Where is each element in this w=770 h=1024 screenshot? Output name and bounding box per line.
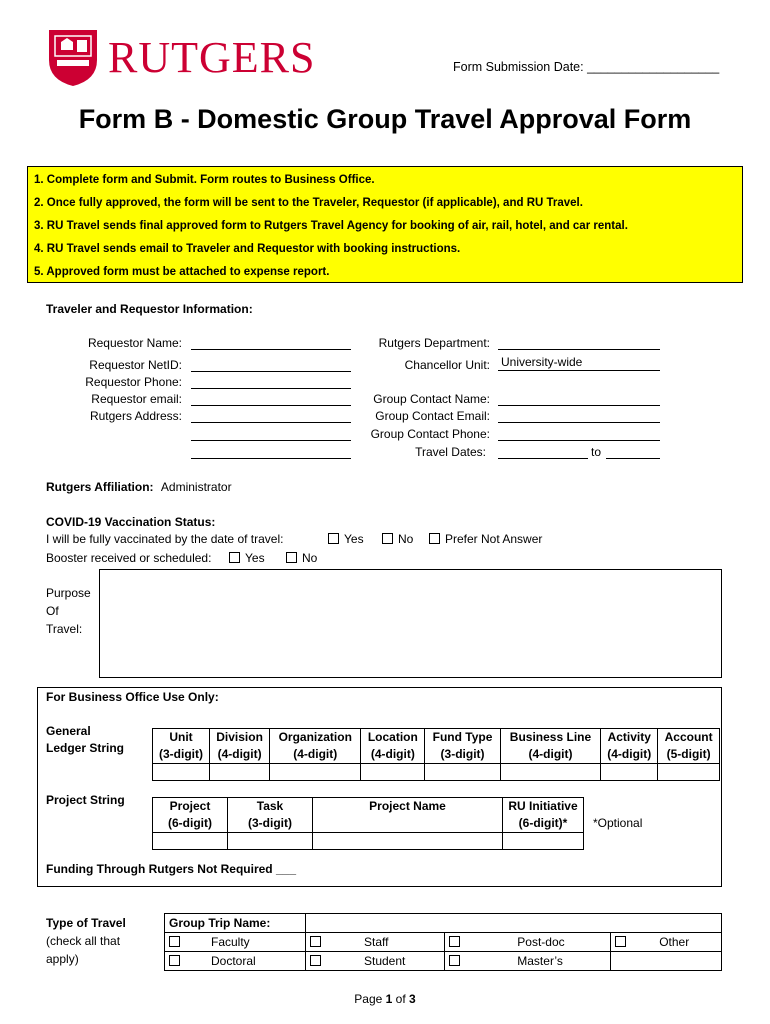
chancellor-unit-field[interactable]: University-wide — [498, 355, 660, 371]
gl-label-line: General — [46, 724, 91, 738]
group-contact-email-field[interactable] — [498, 409, 660, 423]
gl-input-division[interactable] — [210, 764, 270, 781]
checkbox-icon[interactable] — [310, 955, 321, 966]
chancellor-unit-label: Chancellor Unit: — [404, 358, 490, 372]
requestor-email-label: Requestor email: — [91, 392, 182, 406]
purpose-label — [46, 584, 91, 638]
page-prefix: Page — [354, 992, 386, 1006]
purpose-label-line: Of — [46, 604, 59, 618]
gl-label — [46, 723, 124, 757]
travel-date-start-field[interactable] — [498, 445, 588, 459]
checkbox-icon[interactable] — [615, 936, 626, 947]
rutgers-address-field-2[interactable] — [191, 427, 351, 441]
checkbox-icon[interactable] — [449, 936, 460, 947]
instruction-1: 1. Complete form and Submit. Form routes to Business Office. — [34, 174, 375, 186]
covid-q1-no[interactable] — [382, 532, 413, 546]
gl-string-table — [152, 728, 720, 781]
requestor-name-field[interactable] — [191, 336, 351, 350]
requestor-email-field[interactable] — [191, 392, 351, 406]
travel-type-table — [164, 913, 722, 971]
proj-col-task: Task (3-digit) — [228, 798, 313, 833]
page-of: of — [392, 992, 410, 1006]
business-office-label: For Business Office Use Only: — [46, 690, 219, 704]
instruction-4: 4. RU Travel sends email to Traveler and Requestor with booking instructions. — [34, 243, 461, 255]
checkbox-icon[interactable] — [429, 533, 440, 544]
travel-type-label-line: apply) — [46, 952, 79, 966]
instruction-2: 2. Once fully approved, the form will be sent to the Traveler, Requestor (if applicable), and RU Travel. — [34, 197, 583, 209]
option-label: Other — [659, 935, 690, 949]
project-string-table — [152, 797, 584, 850]
checkbox-icon[interactable] — [382, 533, 393, 544]
requestor-phone-label: Requestor Phone: — [85, 375, 182, 389]
requestor-phone-field[interactable] — [191, 375, 351, 389]
travel-type-row-1 — [165, 933, 722, 952]
rutgers-department-field[interactable] — [498, 336, 660, 350]
affiliation-row — [46, 480, 232, 494]
covid-q2-yes[interactable] — [229, 551, 265, 565]
gl-col-fund-type: Fund Type (3-digit) — [425, 729, 500, 764]
rutgers-department-label: Rutgers Department: — [378, 336, 490, 350]
group-contact-name-field[interactable] — [498, 392, 660, 406]
gl-label-line: Ledger String — [46, 741, 125, 755]
gl-col-account: Account (5-digit) — [658, 729, 720, 764]
gl-header-row — [153, 729, 720, 764]
purpose-label-line: Purpose — [46, 586, 91, 600]
project-input-row[interactable] — [153, 833, 584, 850]
business-office-box — [37, 687, 722, 887]
group-contact-phone-label: Group Contact Phone: — [370, 427, 490, 441]
requestor-netid-label: Requestor NetID: — [89, 358, 182, 372]
rutgers-shield-icon — [47, 28, 99, 88]
option-label: Yes — [344, 532, 364, 546]
page-number — [0, 992, 770, 1006]
form-title: Form B - Domestic Group Travel Approval Form — [78, 104, 692, 134]
group-trip-label: Group Trip Name: — [165, 914, 306, 933]
proj-input-name[interactable] — [313, 833, 503, 850]
group-trip-row — [165, 914, 722, 933]
gl-input-organization[interactable] — [270, 764, 361, 781]
gl-col-division: Division (4-digit) — [210, 729, 270, 764]
submission-date-label[interactable]: Form Submission Date: ___________________ — [453, 60, 720, 74]
checkbox-icon[interactable] — [286, 552, 297, 563]
rutgers-address-label: Rutgers Address: — [89, 409, 182, 423]
rutgers-address-field-3[interactable] — [191, 445, 351, 459]
project-string-label: Project String — [46, 793, 125, 807]
option-label: Staff — [364, 935, 389, 949]
option-post-doc[interactable] — [445, 933, 611, 952]
travel-date-end-field[interactable] — [606, 445, 660, 459]
project-header-row — [153, 798, 584, 833]
gl-input-row[interactable] — [153, 764, 720, 781]
covid-q2-label: Booster received or scheduled: — [46, 551, 212, 565]
proj-col-ru-initiative: RU Initiative (6-digit)* — [503, 798, 584, 833]
gl-input-account[interactable] — [658, 764, 720, 781]
option-label: Post-doc — [517, 935, 565, 949]
purpose-label-line: Travel: — [46, 622, 83, 636]
group-contact-phone-field[interactable] — [498, 427, 660, 441]
group-trip-name-field[interactable] — [306, 914, 722, 933]
option-label: No — [398, 532, 414, 546]
option-label: Faculty — [211, 935, 250, 949]
empty-cell — [611, 952, 722, 971]
covid-q1-label: I will be fully vaccinated by the date of travel: — [46, 532, 284, 546]
option-label: Doctoral — [211, 954, 256, 968]
covid-q1-yes[interactable] — [328, 532, 364, 546]
rutgers-logo-text: RUTGERS — [108, 33, 316, 82]
proj-input-project[interactable] — [153, 833, 228, 850]
gl-col-business-line: Business Line (4-digit) — [500, 729, 601, 764]
proj-input-task[interactable] — [228, 833, 313, 850]
travel-type-label-line: (check all that — [46, 934, 121, 948]
gl-input-activity[interactable] — [601, 764, 658, 781]
gl-input-location[interactable] — [361, 764, 425, 781]
travel-type-row-2 — [165, 952, 722, 971]
affiliation-label: Rutgers Affiliation: — [46, 480, 154, 494]
purpose-textarea[interactable] — [99, 569, 722, 678]
gl-col-location: Location (4-digit) — [361, 729, 425, 764]
gl-col-unit: Unit (3-digit) — [153, 729, 210, 764]
checkbox-icon[interactable] — [310, 936, 321, 947]
option-label: Prefer Not Answer — [445, 532, 543, 546]
gl-input-fund-type[interactable] — [425, 764, 500, 781]
gl-col-organization: Organization (4-digit) — [270, 729, 361, 764]
option-doctoral[interactable] — [165, 952, 306, 971]
travel-dates-to: to — [591, 445, 602, 459]
proj-col-project: Project (6-digit) — [153, 798, 228, 833]
travel-type-label-line: Type of Travel — [46, 916, 126, 930]
optional-note: *Optional — [593, 816, 643, 830]
checkbox-icon[interactable] — [328, 533, 339, 544]
page-current: 1 — [385, 992, 393, 1006]
option-masters[interactable] — [445, 952, 611, 971]
proj-col-name: Project Name — [313, 798, 503, 833]
option-student[interactable] — [306, 952, 445, 971]
funding-label[interactable]: Funding Through Rutgers Not Required ___ — [46, 862, 296, 876]
affiliation-value[interactable]: Administrator — [160, 480, 232, 494]
option-other[interactable] — [611, 933, 722, 952]
option-label: Student — [364, 954, 406, 968]
checkbox-icon[interactable] — [449, 955, 460, 966]
travel-type-label — [46, 914, 126, 968]
traveler-section-label: Traveler and Requestor Information: — [46, 302, 253, 316]
gl-col-activity: Activity (4-digit) — [601, 729, 658, 764]
group-contact-email-label: Group Contact Email: — [375, 409, 490, 423]
option-label: No — [302, 551, 318, 565]
requestor-netid-field[interactable] — [191, 358, 351, 372]
instructions-box — [27, 166, 743, 283]
option-label: Master’s — [517, 954, 563, 968]
checkbox-icon[interactable] — [229, 552, 240, 563]
covid-label: COVID-19 Vaccination Status: — [46, 515, 216, 529]
group-contact-name-label: Group Contact Name: — [373, 392, 490, 406]
page-total: 3 — [409, 992, 416, 1006]
option-staff[interactable] — [306, 933, 445, 952]
checkbox-icon[interactable] — [169, 955, 180, 966]
instruction-5: 5. Approved form must be attached to expense report. — [34, 266, 330, 278]
checkbox-icon[interactable] — [169, 936, 180, 947]
instruction-3: 3. RU Travel sends final approved form to Rutgers Travel Agency for booking of air, rail, hotel, and car rental. — [34, 220, 628, 232]
gl-input-business-line[interactable] — [500, 764, 601, 781]
proj-input-ru-initiative[interactable] — [503, 833, 584, 850]
covid-q2-no[interactable] — [286, 551, 317, 565]
travel-dates-label: Travel Dates: — [415, 445, 486, 459]
option-faculty[interactable] — [165, 933, 306, 952]
gl-input-unit[interactable] — [153, 764, 210, 781]
covid-q1-prefer-not[interactable] — [429, 532, 542, 546]
option-label: Yes — [245, 551, 265, 565]
rutgers-address-field-1[interactable] — [191, 409, 351, 423]
requestor-name-label: Requestor Name: — [87, 336, 182, 350]
